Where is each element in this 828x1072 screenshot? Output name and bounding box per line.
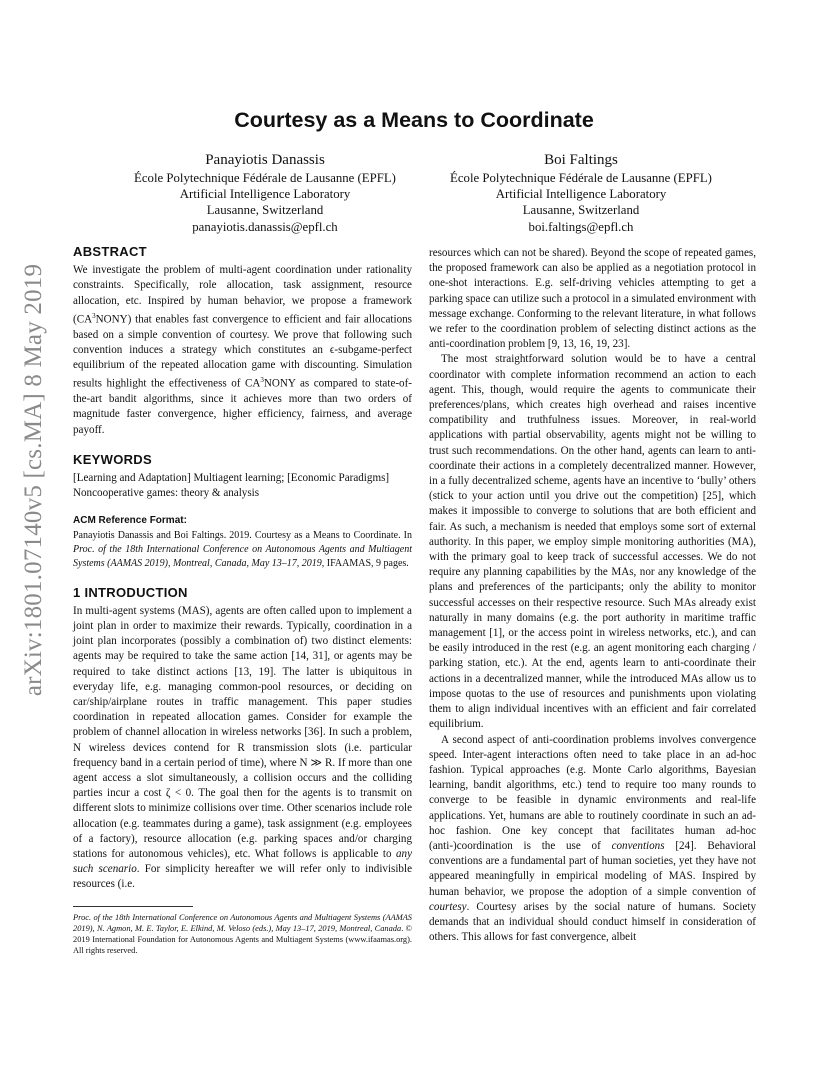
paragraph: resources which can not be shared). Beyond the scope of repeated games, the proposed framework can also be applied as a negotiation protocol in one-shot interactions. E.g. self-driving vehicles attempting to get a parking space can utilize such a protocol in a simulated environment with message exchange. Conforming to the relevant literature, in what follows we refer to the coordination problem of selecting distinct actions as the anti-coordination problem [9, 13, 16, 19, 23]. (429, 247, 756, 351)
author-email[interactable]: panayiotis.danassis@epfl.ch (192, 219, 338, 234)
paragraph: A second aspect of anti-coordination problems involves convergence speed. Inter-agent interactions often need to take place in an ad-hoc fashion. Typical approaches (e.g. Monte Carlo algorithms, Bayesian learning, bandit algorithms, etc.) tend to require too many rounds to converge to be feasible in dynamic environments and real-life applications. Yet, humans are able to routinely coordinate in such an ad-hoc fashion. One key concept that facilitates human ad-hoc (anti-)coordination is the use of conventions [24]. Behavioral conventions are a fundamental part of human societies, yet they have not appeared meaningfully in empirical modeling of MAS. Inspired by human behavior, we propose the adoption of a simple convention of courtesy. Courtesy arises by the social nature of humans. Society demands that an individual should conduct himself in consideration of others. This allows for fast convergence, albeit (429, 733, 757, 944)
footnote-rule (73, 906, 193, 907)
acm-reference-text: Panayiotis Danassis and Boi Faltings. 2019. Courtesy as a Means to Coordinate. In Proc. of the 18th International Conference on Autonomous Agents and Multiagent Systems (AAMAS 2019), Montreal, Canada, May 13–17, 2019, IFAAMAS, 9 pages. (73, 529, 412, 569)
footnote: Proc. of the 18th International Conference on Autonomous Agents and Multiagent Systems (AAMAS 2019), N. Agmon, M. E. Taylor, E. Elkind, M. Veloso (eds.), May 13–17, 2019, Montreal, Canada. © 2019 International Foundation for Autonomous Agents and Multiagent Systems (www.ifaamas.org). All rights reserved. (73, 912, 412, 956)
right-column (429, 246, 756, 945)
acm-reference-heading: ACM Reference Format: (73, 515, 187, 527)
author-lab: Artificial Intelligence Laboratory (495, 187, 667, 202)
author-name: Boi Faltings (544, 152, 618, 168)
keywords-heading: KEYWORDS (73, 451, 152, 467)
author-lab: Artificial Intelligence Laboratory (179, 187, 351, 202)
arxiv-sidebar (4, 263, 64, 697)
author-location: Lausanne, Switzerland (522, 203, 640, 218)
author-email[interactable]: boi.faltings@epfl.ch (528, 219, 634, 234)
abstract-text: We investigate the problem of multi-agent coordination under rationality constraints. Specifically, role allocation, task assignment, resource allocation, etc. Inspired by human behavior, we propose a framework $(CA^3NONY)$ that enables fast convergence to efficient and fair allocations based on a simple convention of courtesy. We prove that following such convention induces a strategy which constitutes an ϵ-subgame-perfect equilibrium of the repeated allocation game with discounting. Simulation results highlight the effectiveness of $CA^3NONY$ as compared to state-of-the-art bandit algorithms, since it achieves more than two orders of magnitude faster convergence, higher efficiency, fairness, and average payoff. (73, 264, 412, 436)
introduction-paragraph: In multi-agent systems (MAS), agents are often called upon to implement a joint plan in order to maximize their rewards. Typically, coordination in a joint plan incorporates (possibly a combination of) two distinct elements: agents may be required to take the same action [14, 31], or agents may be required to take distinct actions [13, 19]. The latter is ubiquitous in everyday life, e.g. managing common-pool resources, or deciding on car/ship/airplane routes in traffic management. This paper studies coordination in repeated allocation games. Consider for example the problem of channel allocation in wireless networks [36]. In such a problem, N wireless devices contend for R transmission slots (i.e. particular frequency band in a certain period of time), where N ≫ R. If more than one agent access a slot simultaneously, a collision occurs and the colliding parties incur a cost ζ < 0. The goal then for the agents is to transmit on different slots to minimize collisions over time. Other scenarios include role allocation (e.g. teammates during a game), task assignment (e.g. employees of a factory), resource allocation (e.g. parking spaces and/or charging stations for autonomous vehicles), etc. What follows is applicable to any such scenario. For simplicity hereafter we will refer only to indivisible resources (i.e. (73, 604, 412, 891)
author-affiliation: École Polytechnique Fédérale de Lausanne (EPFL) (134, 171, 396, 185)
paper-title: Courtesy as a Means to Coordinate (234, 108, 594, 132)
arxiv-identifier: arXiv:1801.07140v5 [cs.MA] 8 May 2019 (20, 263, 47, 697)
author-block (426, 151, 736, 235)
abstract-heading: ABSTRACT (73, 244, 147, 259)
paragraph: The most straightforward solution would be to have a central coordinator with complete information recommend an action to each agent. This, though, would require the agents to communicate their preferences/plans, which creates high overhead and raises incentive compatibility and truthfulness issues. Moreover, in real-world applications with partial observability, agents might not be willing to trust such recommendations. On the other hand, agents can learn to anti-coordinate their actions in a completely decentralized manner. However, in a fully decentralized scheme, agents have an incentive to ‘bully’ others (stick to your action until you drive out the competition) [25], which makes it impossible to converge to solutions that are both efficient and fair. As such, a mechanism is needed that employs some sort of external authority. In this paper, we employ simple monitoring authorities (MA), with the primary goal to keep track of successful accesses. We do not require any planning capabilities by the MAs, nor any knowledge of the plans and preferences of the participants; only the ability to monitor successful accesses on their respective resource. Such MAs already exist naturally in many domains (e.g. the port authority in maritime traffic management [1], or the access point in wireless networks, etc.), and can be easily introduced in the rest (e.g. an agent monitoring each charging / parking station, etc.). At the end, agents learn to anti-coordinate their actions in a decentralized manner, while the introduced MAs allow us to impose quotas to the use of resources and punishments upon violating them to align individual incentives with an efficient and fair correlated equilibrium. (429, 353, 756, 731)
keywords-text: [Learning and Adaptation] Multiagent learning; [Economic Paradigms] Noncooperative games: theory & analysis (73, 472, 390, 500)
introduction-heading: 1 INTRODUCTION (73, 584, 188, 600)
author-location: Lausanne, Switzerland (206, 203, 324, 218)
author-block (110, 151, 420, 235)
left-column (73, 244, 412, 893)
author-name: Panayiotis Danassis (205, 152, 325, 168)
author-affiliation: École Polytechnique Fédérale de Lausanne (EPFL) (450, 171, 712, 185)
